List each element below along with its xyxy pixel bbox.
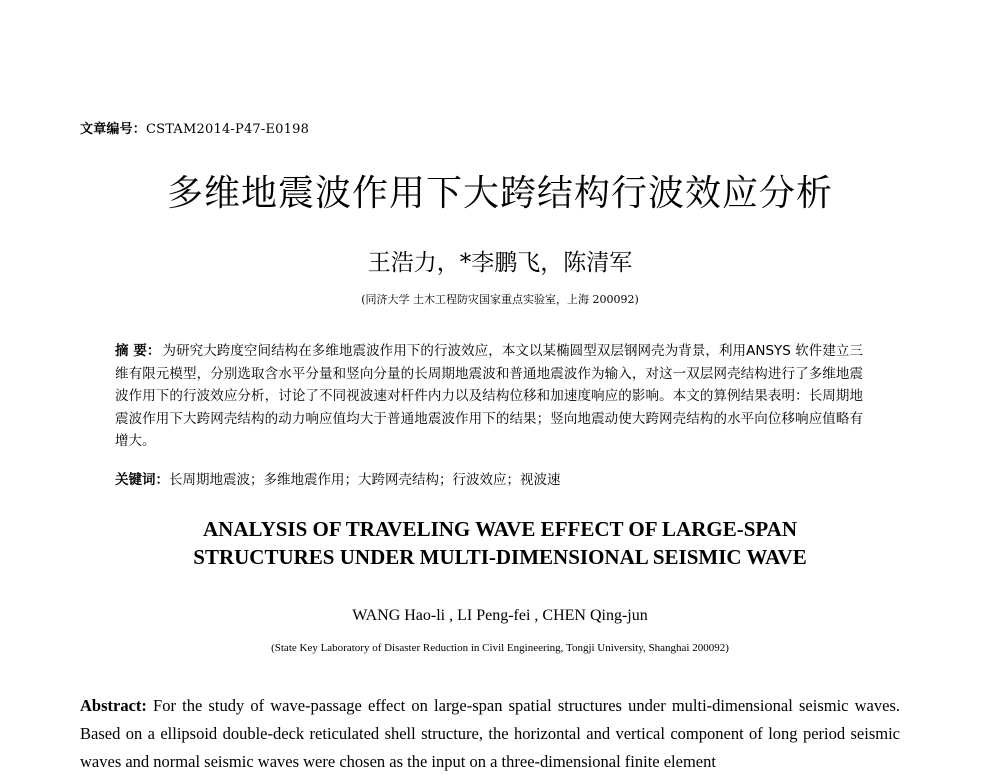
keywords-chinese bbox=[115, 468, 875, 488]
affiliation-english: (State Key Laboratory of Disaster Reduction in Civil Engineering, Tongji University, Shanghai 200092) bbox=[271, 642, 729, 654]
abstract-english bbox=[80, 692, 900, 776]
title-chinese: 多维地震波作用下大跨结构行波效应分析 bbox=[166, 173, 833, 214]
article-number bbox=[80, 118, 309, 137]
keywords-chinese-text: 长周期地震波；多维地震作用；大跨网壳结构；行波效应；视波速 bbox=[169, 472, 561, 488]
authors-chinese: 王浩力，*李鹏飞，陈清军 bbox=[367, 250, 633, 276]
abstract-chinese bbox=[115, 340, 863, 453]
authors-english: WANG Hao-li , LI Peng-fei , CHEN Qing-jun bbox=[352, 607, 648, 624]
article-number-value: CSTAM2014-P47-E0198 bbox=[146, 122, 310, 137]
abstract-english-text: For the study of wave-passage effect on large-span spatial structures under multi-dimensional seismic waves. Based on a ellipsoid double-deck reticulated shell structure, the horizontal and vertical component of long period seismic waves and normal seismic waves were chosen as the input on a three-dimensional finite element bbox=[80, 696, 900, 771]
article-number-label: 文章编号： bbox=[80, 122, 147, 137]
title-english-line-1: ANALYSIS OF TRAVELING WAVE EFFECT OF LARGE-SPAN bbox=[203, 517, 797, 541]
abstract-chinese-text: 为研究大跨度空间结构在多维地震波作用下的行波效应，本文以某椭圆型双层钢网壳为背景，利用ANSYS 软件建立三维有限元模型，分别选取含水平分量和竖向分量的长周期地震波和普通地震波作为输入，对这一双层网壳结构进行了多维地震波作用下的行波效应分析，讨论了不同视波速对杆件内力以及结构位移和加速度响应的影响。本文的算例结果表明：长周期地震波作用下大跨网壳结构的动力响应值均大于普通地震波作用下的结果；竖向地震动使大跨网壳结构的水平向位移响应值略有增大。 bbox=[115, 343, 863, 449]
abstract-english-label: Abstract: bbox=[80, 696, 147, 715]
affiliation-chinese: (同济大学 土木工程防灾国家重点实验室，上海 200092) bbox=[361, 293, 639, 306]
title-english bbox=[0, 515, 1000, 571]
title-english-line-2: STRUCTURES UNDER MULTI-DIMENSIONAL SEISMIC WAVE bbox=[193, 545, 807, 569]
keywords-chinese-label: 关键词： bbox=[115, 472, 169, 488]
abstract-chinese-label: 摘 要： bbox=[115, 343, 161, 359]
